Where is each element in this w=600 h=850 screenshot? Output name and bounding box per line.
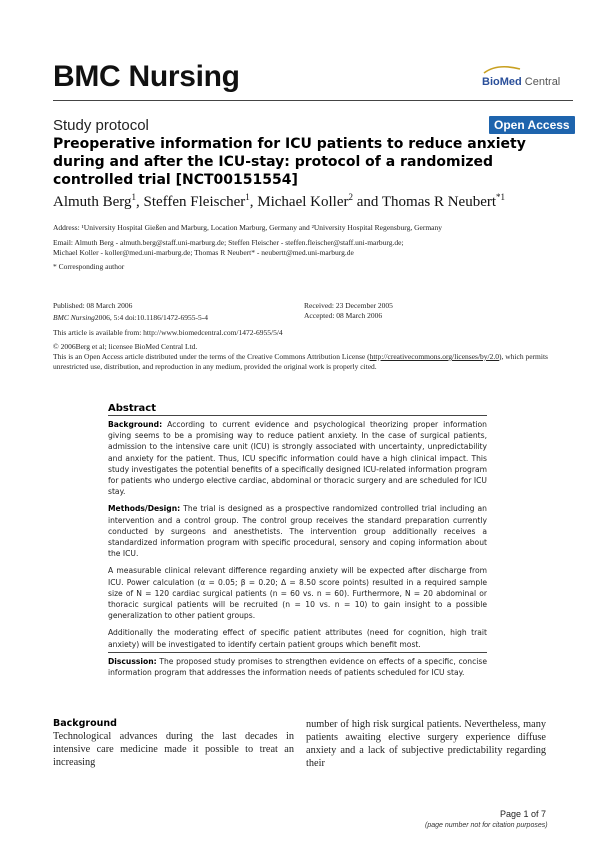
- page-number: Page 1 of 7: [500, 809, 547, 819]
- publisher-logo[interactable]: [482, 72, 574, 94]
- abstract-heading: Abstract: [108, 403, 487, 416]
- license-link[interactable]: http://creativecommons.org/licenses/by/2.0: [369, 352, 500, 361]
- availability-link[interactable]: This article is available from: http://www.biomedcentral.com/1472-6955/5/4: [53, 328, 283, 337]
- accepted-date: Accepted: 08 March 2006: [304, 311, 383, 320]
- header-divider: [53, 100, 573, 101]
- license-text: This is an Open Access article distributed under the terms of the Creative Commons Attribution License (: [53, 352, 370, 361]
- published-date: Published: 08 March 2006: [53, 301, 133, 310]
- author-emails: [53, 238, 573, 258]
- abstract-divider: [108, 652, 487, 653]
- citation-details: 2006, 5:4 doi:10.1186/1472-6955-5-4: [94, 313, 208, 322]
- received-date: Received: 23 December 2005: [304, 301, 393, 310]
- page-number-note: (page number not for citation purposes): [425, 822, 548, 829]
- author-affiliation: 1: [245, 192, 250, 202]
- abstract-text: The proposed study promises to strengthen evidence on effects of a specific, concise information program that addresses the information needs of patients scheduled for ICU stay.: [108, 656, 487, 678]
- email-line[interactable]: Michael Koller - koller@med.uni-marburg.de; Thomas R Neubert* - neubertt@med.uni-marburg.de: [53, 248, 354, 257]
- abstract-text: The trial is designed as a prospective randomized controlled trial including an intervention and a control group. The control group receives the standard preparation currently conducted by surgeons and anesthetists. The intervention group additionally receives a standardized information program with specific procedural, sensory and coping information about the ICU.: [108, 504, 487, 559]
- abstract-label: Background:: [108, 420, 163, 429]
- copyright-notice: © 2006Berg et al; licensee BioMed Central Ltd.: [53, 342, 198, 351]
- abstract-measurable: A measurable clinical relevant difference regarding anxiety will be expected after discharge from ICU. Power calculation (α = 0.05; β = 0.20; Δ = 8.50 score points) resulted in a required sample size of N = 120 cardiac surgical patients (n = 60 vs. n = 60). Furthermore, N = 20 abdominal or thoracic surgical patients will be recruited (n = 10 vs. n = 10) to gain insight to a possible generalization to other patient groups.: [108, 566, 487, 621]
- section-heading: Background: [53, 718, 117, 729]
- author-separator: ,: [249, 194, 258, 210]
- abstract-background: [108, 419, 487, 497]
- author-affiliation: 1: [131, 192, 136, 202]
- article-type: Study protocol: [53, 117, 149, 134]
- citation-journal: BMC Nursing: [53, 313, 95, 322]
- license-text: ), which permits unrestricted use, distribution, and reproduction in any medium, provided the original work is properly cited.: [53, 352, 548, 371]
- publisher-name-rest: Central: [521, 76, 561, 88]
- article-title: Preoperative information for ICU patients to reduce anxiety during and after the ICU-stay: protocol of a randomized controlled trial [NCT00151554]: [53, 136, 526, 188]
- body-column-right: number of high risk surgical patients. Nevertheless, many patients awaiting elective surgery experience diffuse anxiety and a lack of subjective predictability regarding their: [306, 719, 546, 769]
- author-affiliation: 2: [348, 192, 353, 202]
- abstract-text: According to current evidence and psychological theorizing proper information giving seems to be a promising way to reduce patient anxiety. In the case of surgical patients, admission to the intensive care unit (ICU) is strongly associated with uncertainty, unpredictability and anxiety for the patient. Thus, ICU specific information could have a high clinical impact. This study investigates the potential benefits of a specifically designed ICU-related information program for patients who undergo elective cardiac, abdominal or thoracic surgery and are scheduled for ICU stay.: [108, 420, 487, 497]
- author-name: Thomas R Neubert: [381, 194, 497, 210]
- author-list: [53, 192, 573, 211]
- abstract-label: Methods/Design:: [108, 504, 181, 514]
- open-access-badge: Open Access: [489, 116, 575, 134]
- abstract-moderating: Additionally the moderating effect of specific patient attributes (need for cognition, high trait anxiety) will be investigated to identify certain patient groups which benefit most.: [108, 628, 487, 649]
- logo-swoosh-icon: [482, 63, 522, 75]
- email-line[interactable]: Email: Almuth Berg - almuth.berg@staff.uni-marburg.de; Steffen Fleischer - steffen.fleischer@staff.uni-marburg.de;: [53, 238, 404, 247]
- abstract: [108, 403, 487, 684]
- abstract-discussion: [108, 656, 487, 678]
- author-address: Address: ¹University Hospital Gießen and Marburg, Location Marburg, Germany and ²University Hospital Regensburg, Germany: [53, 223, 443, 232]
- abstract-label: Discussion:: [108, 656, 157, 666]
- citation: [53, 313, 208, 323]
- author-affiliation: *1: [496, 192, 506, 202]
- author-name: Almuth Berg: [53, 194, 132, 210]
- journal-title: BMC Nursing: [53, 60, 240, 93]
- publisher-name-bold: BioMed: [482, 76, 522, 88]
- corresponding-author-note: * Corresponding author: [53, 262, 125, 271]
- author-name: Michael Koller: [257, 194, 349, 210]
- author-separator: ,: [135, 194, 144, 210]
- abstract-methods: [108, 503, 487, 559]
- author-name: Steffen Fleischer: [143, 194, 246, 210]
- license-notice: [53, 352, 573, 372]
- author-separator: and: [352, 194, 382, 210]
- body-column-left: Technological advances during the last decades in intensive care medicine made it possible to treat an increasing: [53, 731, 294, 768]
